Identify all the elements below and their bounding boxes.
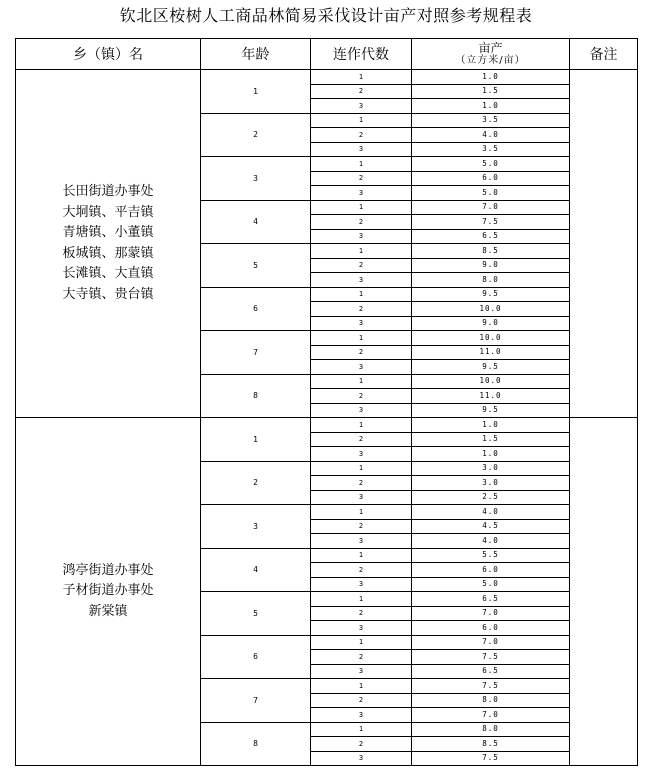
generation-cell: 3: [311, 403, 412, 418]
generation-cell: 3: [311, 142, 412, 157]
table-row: [16, 418, 638, 433]
note-cell: [570, 70, 638, 418]
town-name: 鸿亭街道办事处: [62, 562, 154, 578]
yield-cell: 9.5: [412, 360, 570, 375]
yield-cell: 1.5: [412, 432, 570, 447]
header-age: 年龄: [201, 39, 311, 70]
yield-cell: 7.5: [412, 679, 570, 694]
generation-cell: 2: [311, 171, 412, 186]
town-cell: [16, 70, 201, 418]
yield-cell: 5.0: [412, 157, 570, 172]
age-cell: 5: [201, 592, 311, 636]
yield-cell: 6.0: [412, 563, 570, 578]
header-yield-unit: （立方米/亩）: [455, 55, 526, 66]
age-cell: 8: [201, 722, 311, 766]
header-row: [16, 39, 638, 70]
town-name: 子材街道办事处: [62, 583, 154, 599]
generation-cell: 1: [311, 505, 412, 520]
yield-cell: 1.0: [412, 99, 570, 114]
generation-cell: 2: [311, 693, 412, 708]
yield-cell: 6.5: [412, 664, 570, 679]
yield-cell: 8.0: [412, 722, 570, 737]
generation-cell: 1: [311, 548, 412, 563]
yield-cell: 2.5: [412, 490, 570, 505]
yield-cell: 7.0: [412, 606, 570, 621]
yield-cell: 5.0: [412, 186, 570, 201]
generation-cell: 1: [311, 592, 412, 607]
generation-cell: 3: [311, 360, 412, 375]
header-yield: [412, 39, 570, 70]
generation-cell: 1: [311, 722, 412, 737]
yield-cell: 8.5: [412, 244, 570, 259]
generation-cell: 1: [311, 244, 412, 259]
yield-cell: 3.0: [412, 476, 570, 491]
table-body: [16, 70, 638, 766]
yield-cell: 6.0: [412, 171, 570, 186]
town-name: 青塘镇、小董镇: [62, 225, 154, 240]
yield-cell: 1.0: [412, 447, 570, 462]
generation-cell: 2: [311, 128, 412, 143]
generation-cell: 2: [311, 215, 412, 230]
yield-cell: 10.0: [412, 302, 570, 317]
generation-cell: 3: [311, 534, 412, 549]
generation-cell: 2: [311, 737, 412, 752]
generation-cell: 2: [311, 345, 412, 360]
yield-cell: 9.0: [412, 316, 570, 331]
age-cell: 7: [201, 331, 311, 375]
yield-cell: 7.0: [412, 200, 570, 215]
yield-cell: 1.5: [412, 84, 570, 99]
yield-cell: 7.5: [412, 650, 570, 665]
yield-cell: 1.0: [412, 70, 570, 85]
header-town: 乡（镇）名: [16, 39, 201, 70]
generation-cell: 3: [311, 577, 412, 592]
yield-cell: 8.0: [412, 273, 570, 288]
town-name: 长田街道办事处: [62, 184, 154, 199]
yield-cell: 6.5: [412, 229, 570, 244]
generation-cell: 3: [311, 751, 412, 766]
header-generation: 连作代数: [311, 39, 412, 70]
yield-cell: 5.5: [412, 548, 570, 563]
generation-cell: 2: [311, 432, 412, 447]
generation-cell: 2: [311, 519, 412, 534]
generation-cell: 1: [311, 679, 412, 694]
generation-cell: 3: [311, 99, 412, 114]
yield-cell: 11.0: [412, 345, 570, 360]
generation-cell: 3: [311, 490, 412, 505]
generation-cell: 1: [311, 200, 412, 215]
generation-cell: 1: [311, 374, 412, 389]
generation-cell: 2: [311, 258, 412, 273]
generation-cell: 2: [311, 563, 412, 578]
yield-cell: 3.0: [412, 461, 570, 476]
generation-cell: 3: [311, 316, 412, 331]
yield-cell: 7.5: [412, 215, 570, 230]
age-cell: 4: [201, 548, 311, 592]
generation-cell: 2: [311, 606, 412, 621]
yield-cell: 3.5: [412, 142, 570, 157]
age-cell: 7: [201, 679, 311, 723]
generation-cell: 1: [311, 635, 412, 650]
town-name: 大垌镇、平吉镇: [62, 204, 154, 220]
yield-cell: 4.0: [412, 534, 570, 549]
yield-cell: 7.5: [412, 751, 570, 766]
yield-cell: 9.0: [412, 258, 570, 273]
generation-cell: 2: [311, 84, 412, 99]
yield-cell: 6.5: [412, 592, 570, 607]
age-cell: 1: [201, 70, 311, 114]
age-cell: 5: [201, 244, 311, 288]
generation-cell: 1: [311, 331, 412, 346]
age-cell: 8: [201, 374, 311, 418]
generation-cell: 1: [311, 461, 412, 476]
yield-cell: 9.5: [412, 403, 570, 418]
age-cell: 6: [201, 635, 311, 679]
yield-cell: 4.0: [412, 505, 570, 520]
generation-cell: 3: [311, 708, 412, 723]
yield-cell: 6.0: [412, 621, 570, 636]
age-cell: 3: [201, 505, 311, 549]
yield-table: [15, 38, 638, 766]
generation-cell: 2: [311, 650, 412, 665]
age-cell: 6: [201, 287, 311, 331]
yield-cell: 5.0: [412, 577, 570, 592]
town-name: 板城镇、那蒙镇: [62, 245, 154, 261]
generation-cell: 3: [311, 229, 412, 244]
yield-cell: 7.0: [412, 635, 570, 650]
age-cell: 1: [201, 418, 311, 462]
age-cell: 4: [201, 200, 311, 244]
table-row: [16, 70, 638, 85]
page-title: 钦北区桉树人工商品林简易采伐设计亩产对照参考规程表: [119, 6, 533, 25]
yield-cell: 10.0: [412, 374, 570, 389]
town-name: 大寺镇、贵台镇: [62, 286, 154, 302]
yield-cell: 8.5: [412, 737, 570, 752]
yield-cell: 3.5: [412, 113, 570, 128]
yield-cell: 8.0: [412, 693, 570, 708]
header-yield-label: 亩产: [478, 41, 503, 55]
generation-cell: 2: [311, 389, 412, 404]
yield-cell: 11.0: [412, 389, 570, 404]
generation-cell: 3: [311, 664, 412, 679]
header-note: 备注: [570, 39, 638, 70]
note-cell: [570, 418, 638, 766]
generation-cell: 1: [311, 113, 412, 128]
age-cell: 2: [201, 113, 311, 157]
generation-cell: 3: [311, 186, 412, 201]
generation-cell: 2: [311, 302, 412, 317]
yield-cell: 1.0: [412, 418, 570, 433]
generation-cell: 3: [311, 273, 412, 288]
yield-cell: 4.0: [412, 128, 570, 143]
town-name: 长滩镇、大直镇: [62, 266, 154, 281]
town-cell: [16, 418, 201, 766]
generation-cell: 2: [311, 476, 412, 491]
town-name: 新棠镇: [88, 603, 128, 619]
generation-cell: 1: [311, 70, 412, 85]
generation-cell: 1: [311, 287, 412, 302]
yield-cell: 10.0: [412, 331, 570, 346]
generation-cell: 1: [311, 157, 412, 172]
generation-cell: 1: [311, 418, 412, 433]
age-cell: 2: [201, 461, 311, 505]
yield-cell: 7.0: [412, 708, 570, 723]
yield-cell: 4.5: [412, 519, 570, 534]
yield-cell: 9.5: [412, 287, 570, 302]
generation-cell: 3: [311, 447, 412, 462]
age-cell: 3: [201, 157, 311, 201]
generation-cell: 3: [311, 621, 412, 636]
